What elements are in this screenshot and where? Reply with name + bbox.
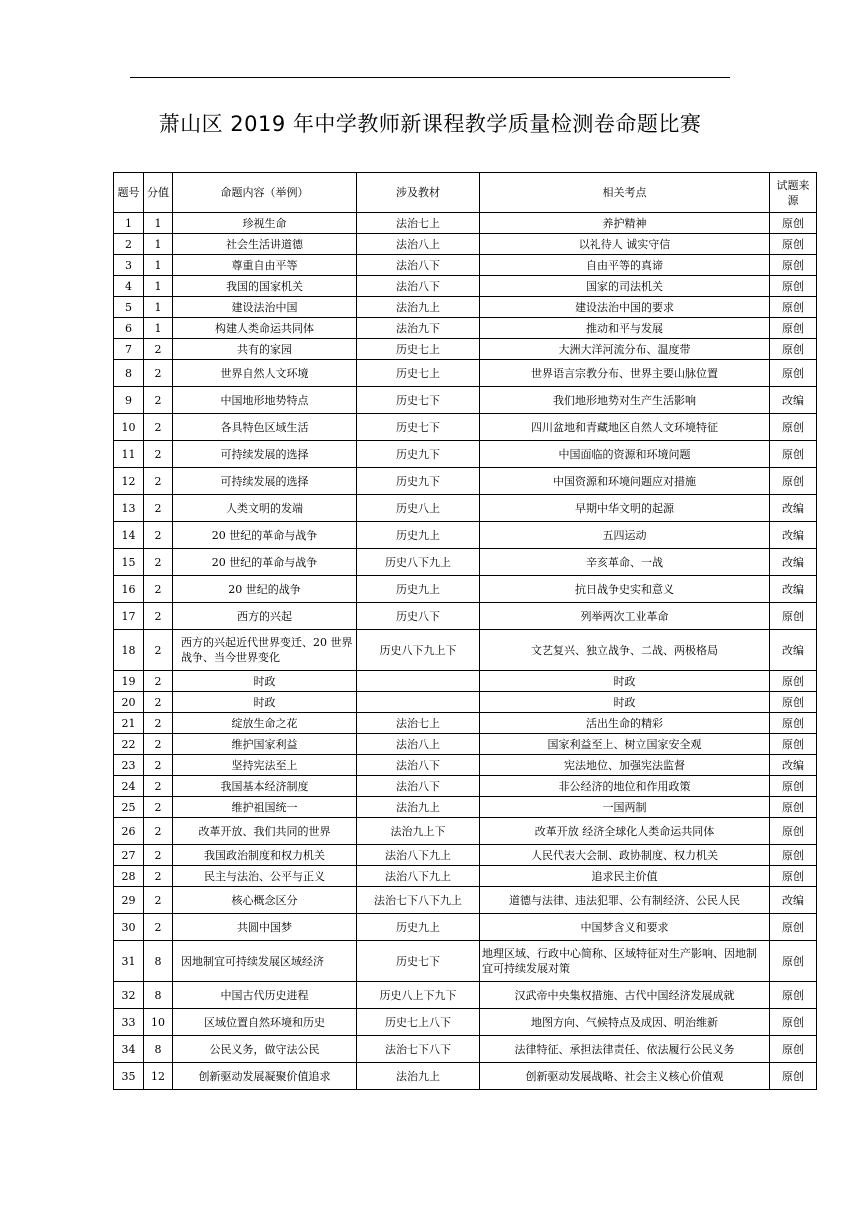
cell-num: 20: [114, 692, 144, 713]
cell-content: 因地制宜可持续发展区域经济: [173, 941, 357, 982]
cell-points: 时政: [480, 692, 770, 713]
table-row: [114, 213, 817, 234]
cell-num: 4: [114, 276, 144, 297]
cell-score: 2: [144, 797, 173, 818]
cell-points: 养护精神: [480, 213, 770, 234]
table-row: [114, 576, 817, 603]
table-row: [114, 671, 817, 692]
cell-source: 原创: [770, 276, 817, 297]
cell-textbook: 历史九上: [357, 914, 480, 941]
table-row: [114, 360, 817, 387]
cell-num: 33: [114, 1009, 144, 1036]
cell-content: 20 世纪的革命与战争: [173, 549, 357, 576]
cell-source: 原创: [770, 414, 817, 441]
cell-num: 13: [114, 495, 144, 522]
cell-content: 20 世纪的战争: [173, 576, 357, 603]
table-row: [114, 797, 817, 818]
cell-points: 一国两制: [480, 797, 770, 818]
cell-content: 构建人类命运共同体: [173, 318, 357, 339]
table-row: [114, 1063, 817, 1090]
header-row: [114, 173, 817, 213]
cell-score: 2: [144, 755, 173, 776]
cell-textbook: 历史九上: [357, 576, 480, 603]
cell-score: 2: [144, 776, 173, 797]
cell-source: 改编: [770, 495, 817, 522]
cell-textbook: 法治八下: [357, 276, 480, 297]
cell-textbook: 历史七下: [357, 387, 480, 414]
cell-score: 2: [144, 360, 173, 387]
cell-num: 18: [114, 630, 144, 671]
cell-content: 西方的兴起: [173, 603, 357, 630]
cell-textbook: 历史八下: [357, 603, 480, 630]
cell-textbook: 法治八下九上: [357, 845, 480, 866]
table-row: [114, 495, 817, 522]
cell-textbook: 历史八下九上: [357, 549, 480, 576]
table-row: [114, 845, 817, 866]
cell-content: 共圆中国梦: [173, 914, 357, 941]
cell-textbook: 法治九上: [357, 297, 480, 318]
cell-content: 维护祖国统一: [173, 797, 357, 818]
cell-textbook: 历史八下九上下: [357, 630, 480, 671]
cell-num: 5: [114, 297, 144, 318]
cell-points: 抗日战争史实和意义: [480, 576, 770, 603]
cell-source: 原创: [770, 1063, 817, 1090]
cell-points: 大洲大洋河流分布、温度带: [480, 339, 770, 360]
cell-content: 社会生活讲道德: [173, 234, 357, 255]
table-row: [114, 630, 817, 671]
cell-source: 原创: [770, 255, 817, 276]
cell-num: 12: [114, 468, 144, 495]
table-row: [114, 549, 817, 576]
cell-score: 1: [144, 213, 173, 234]
table-row: [114, 603, 817, 630]
cell-score: 2: [144, 441, 173, 468]
cell-num: 30: [114, 914, 144, 941]
cell-points: 中国面临的资源和环境问题: [480, 441, 770, 468]
cell-source: 改编: [770, 887, 817, 914]
cell-source: 原创: [770, 818, 817, 845]
cell-source: 原创: [770, 234, 817, 255]
table-row: [114, 318, 817, 339]
header-score: 分值: [144, 173, 173, 213]
table-row: [114, 468, 817, 495]
cell-source: 原创: [770, 713, 817, 734]
cell-textbook: 法治八下: [357, 255, 480, 276]
cell-content: 尊重自由平等: [173, 255, 357, 276]
cell-score: 2: [144, 734, 173, 755]
cell-textbook: 法治八上: [357, 734, 480, 755]
cell-points: 国家利益至上、树立国家安全观: [480, 734, 770, 755]
cell-source: 原创: [770, 318, 817, 339]
cell-source: 原创: [770, 468, 817, 495]
cell-content: 我国基本经济制度: [173, 776, 357, 797]
cell-points: 非公经济的地位和作用政策: [480, 776, 770, 797]
cell-score: 2: [144, 866, 173, 887]
table-row: [114, 755, 817, 776]
cell-points: 以礼待人 诚实守信: [480, 234, 770, 255]
cell-textbook: 历史七上八下: [357, 1009, 480, 1036]
cell-score: 1: [144, 297, 173, 318]
cell-points: 创新驱动发展战略、社会主义核心价值观: [480, 1063, 770, 1090]
cell-content: 我国政治制度和权力机关: [173, 845, 357, 866]
cell-content: 珍视生命: [173, 213, 357, 234]
cell-content: 核心概念区分: [173, 887, 357, 914]
cell-score: 8: [144, 982, 173, 1009]
cell-content: 民主与法治、公平与正义: [173, 866, 357, 887]
cell-num: 35: [114, 1063, 144, 1090]
cell-score: 8: [144, 941, 173, 982]
cell-content: 可持续发展的选择: [173, 468, 357, 495]
cell-num: 22: [114, 734, 144, 755]
cell-textbook: 法治七上: [357, 713, 480, 734]
cell-num: 24: [114, 776, 144, 797]
cell-score: 2: [144, 818, 173, 845]
header-content: 命题内容（举例）: [173, 173, 357, 213]
table-row: [114, 713, 817, 734]
cell-textbook: 法治七下八下: [357, 1036, 480, 1063]
cell-source: 原创: [770, 866, 817, 887]
cell-points: 地理区域、行政中心简称、区域特征对生产影响、因地制宜可持续发展对策: [480, 941, 770, 982]
table-row: [114, 818, 817, 845]
cell-textbook: 法治八下: [357, 755, 480, 776]
table-row: [114, 387, 817, 414]
cell-num: 1: [114, 213, 144, 234]
cell-textbook: 法治八下九上: [357, 866, 480, 887]
header-textbook: 涉及教材: [357, 173, 480, 213]
cell-score: 2: [144, 603, 173, 630]
cell-num: 3: [114, 255, 144, 276]
cell-score: 2: [144, 387, 173, 414]
cell-num: 14: [114, 522, 144, 549]
cell-score: 1: [144, 234, 173, 255]
cell-source: 原创: [770, 692, 817, 713]
cell-num: 17: [114, 603, 144, 630]
table-row: [114, 776, 817, 797]
question-table: [113, 172, 817, 1090]
cell-content: 时政: [173, 671, 357, 692]
table-row: [114, 982, 817, 1009]
cell-score: 2: [144, 692, 173, 713]
cell-textbook: 法治九上: [357, 797, 480, 818]
cell-content: 时政: [173, 692, 357, 713]
cell-source: 原创: [770, 213, 817, 234]
cell-content: 区域位置自然环境和历史: [173, 1009, 357, 1036]
cell-content: 维护国家利益: [173, 734, 357, 755]
cell-points: 辛亥革命、一战: [480, 549, 770, 576]
cell-score: 2: [144, 522, 173, 549]
cell-points: 建设法治中国的要求: [480, 297, 770, 318]
cell-num: 34: [114, 1036, 144, 1063]
cell-content: 共有的家园: [173, 339, 357, 360]
cell-points: 汉武帝中央集权措施、古代中国经济发展成就: [480, 982, 770, 1009]
cell-textbook: 历史七下: [357, 414, 480, 441]
cell-textbook: 历史七上: [357, 360, 480, 387]
cell-content: 我国的国家机关: [173, 276, 357, 297]
cell-num: 32: [114, 982, 144, 1009]
cell-textbook: 法治七上: [357, 213, 480, 234]
cell-num: 26: [114, 818, 144, 845]
header-num: 题号: [114, 173, 144, 213]
cell-points: 宪法地位、加强宪法监督: [480, 755, 770, 776]
cell-score: 12: [144, 1063, 173, 1090]
cell-num: 2: [114, 234, 144, 255]
table-row: [114, 866, 817, 887]
table-row: [114, 441, 817, 468]
table-row: [114, 887, 817, 914]
cell-score: 2: [144, 549, 173, 576]
cell-num: 19: [114, 671, 144, 692]
cell-source: 原创: [770, 1009, 817, 1036]
cell-num: 29: [114, 887, 144, 914]
cell-score: 10: [144, 1009, 173, 1036]
cell-points: 法律特征、承担法律责任、依法履行公民义务: [480, 1036, 770, 1063]
cell-source: 原创: [770, 941, 817, 982]
cell-score: 2: [144, 671, 173, 692]
cell-content: 20 世纪的革命与战争: [173, 522, 357, 549]
cell-content: 坚持宪法至上: [173, 755, 357, 776]
cell-points: 国家的司法机关: [480, 276, 770, 297]
cell-points: 追求民主价值: [480, 866, 770, 887]
cell-score: 2: [144, 339, 173, 360]
header-source: 试题来源: [770, 173, 817, 213]
cell-score: 2: [144, 887, 173, 914]
cell-textbook: [357, 692, 480, 713]
table-row: [114, 276, 817, 297]
cell-source: 原创: [770, 914, 817, 941]
cell-textbook: 历史八上: [357, 495, 480, 522]
cell-num: 9: [114, 387, 144, 414]
cell-num: 31: [114, 941, 144, 982]
cell-num: 6: [114, 318, 144, 339]
cell-points: 活出生命的精彩: [480, 713, 770, 734]
cell-textbook: 历史七上: [357, 339, 480, 360]
cell-num: 28: [114, 866, 144, 887]
cell-source: 改编: [770, 387, 817, 414]
cell-content: 西方的兴起近代世界变迁、20 世界战争、当今世界变化: [173, 630, 357, 671]
cell-points: 四川盆地和青藏地区自然人文环境特征: [480, 414, 770, 441]
cell-textbook: [357, 671, 480, 692]
cell-score: 2: [144, 468, 173, 495]
cell-num: 16: [114, 576, 144, 603]
cell-content: 绽放生命之花: [173, 713, 357, 734]
cell-num: 21: [114, 713, 144, 734]
cell-points: 推动和平与发展: [480, 318, 770, 339]
cell-source: 改编: [770, 576, 817, 603]
cell-content: 人类文明的发端: [173, 495, 357, 522]
cell-source: 原创: [770, 360, 817, 387]
cell-num: 10: [114, 414, 144, 441]
cell-points: 我们地形地势对生产生活影响: [480, 387, 770, 414]
header-points: 相关考点: [480, 173, 770, 213]
cell-source: 原创: [770, 603, 817, 630]
cell-source: 改编: [770, 755, 817, 776]
cell-content: 各具特色区域生活: [173, 414, 357, 441]
cell-points: 改革开放 经济全球化人类命运共同体: [480, 818, 770, 845]
cell-content: 公民义务，做守法公民: [173, 1036, 357, 1063]
cell-textbook: 历史九上: [357, 522, 480, 549]
cell-points: 早期中华文明的起源: [480, 495, 770, 522]
cell-textbook: 法治九上下: [357, 818, 480, 845]
table-row: [114, 522, 817, 549]
cell-textbook: 历史九下: [357, 441, 480, 468]
cell-score: 2: [144, 713, 173, 734]
cell-num: 23: [114, 755, 144, 776]
table-row: [114, 234, 817, 255]
cell-content: 建设法治中国: [173, 297, 357, 318]
cell-score: 2: [144, 495, 173, 522]
cell-points: 列举两次工业革命: [480, 603, 770, 630]
cell-source: 原创: [770, 1036, 817, 1063]
cell-textbook: 法治七下八下九上: [357, 887, 480, 914]
table-row: [114, 339, 817, 360]
cell-score: 2: [144, 630, 173, 671]
cell-content: 可持续发展的选择: [173, 441, 357, 468]
cell-source: 原创: [770, 845, 817, 866]
cell-textbook: 法治九上: [357, 1063, 480, 1090]
cell-source: 改编: [770, 549, 817, 576]
cell-source: 原创: [770, 297, 817, 318]
table-body: [114, 213, 817, 1090]
table-row: [114, 255, 817, 276]
cell-points: 人民代表大会制、政协制度、权力机关: [480, 845, 770, 866]
cell-num: 7: [114, 339, 144, 360]
cell-num: 11: [114, 441, 144, 468]
cell-points: 时政: [480, 671, 770, 692]
cell-num: 27: [114, 845, 144, 866]
cell-points: 自由平等的真谛: [480, 255, 770, 276]
cell-source: 原创: [770, 734, 817, 755]
cell-source: 原创: [770, 797, 817, 818]
cell-points: 地图方向、气候特点及成因、明治维新: [480, 1009, 770, 1036]
table-row: [114, 914, 817, 941]
table-row: [114, 297, 817, 318]
cell-num: 25: [114, 797, 144, 818]
table-row: [114, 1036, 817, 1063]
cell-content: 改革开放、我们共同的世界: [173, 818, 357, 845]
cell-score: 1: [144, 255, 173, 276]
cell-points: 五四运动: [480, 522, 770, 549]
cell-textbook: 法治八上: [357, 234, 480, 255]
cell-points: 中国梦含义和要求: [480, 914, 770, 941]
cell-content: 世界自然人文环境: [173, 360, 357, 387]
table-row: [114, 692, 817, 713]
cell-points: 文艺复兴、独立战争、二战、两极格局: [480, 630, 770, 671]
cell-content: 中国古代历史进程: [173, 982, 357, 1009]
cell-score: 1: [144, 276, 173, 297]
cell-source: 原创: [770, 671, 817, 692]
cell-num: 15: [114, 549, 144, 576]
cell-content: 创新驱动发展凝聚价值追求: [173, 1063, 357, 1090]
cell-num: 8: [114, 360, 144, 387]
cell-score: 2: [144, 576, 173, 603]
cell-source: 原创: [770, 776, 817, 797]
cell-textbook: 法治九下: [357, 318, 480, 339]
cell-textbook: 法治八下: [357, 776, 480, 797]
cell-content: 中国地形地势特点: [173, 387, 357, 414]
header-rule: [130, 77, 730, 78]
table-row: [114, 734, 817, 755]
cell-points: 世界语言宗教分布、世界主要山脉位置: [480, 360, 770, 387]
cell-score: 1: [144, 318, 173, 339]
cell-textbook: 历史九下: [357, 468, 480, 495]
cell-points: 道德与法律、违法犯罪、公有制经济、公民人民: [480, 887, 770, 914]
cell-score: 8: [144, 1036, 173, 1063]
cell-source: 改编: [770, 630, 817, 671]
cell-points: 中国资源和环境问题应对措施: [480, 468, 770, 495]
cell-textbook: 历史七下: [357, 941, 480, 982]
cell-source: 原创: [770, 982, 817, 1009]
table-row: [114, 414, 817, 441]
cell-source: 原创: [770, 441, 817, 468]
cell-source: 改编: [770, 522, 817, 549]
table-row: [114, 1009, 817, 1036]
cell-score: 2: [144, 914, 173, 941]
page-title: 萧山区 2019 年中学教师新课程教学质量检测卷命题比赛: [158, 112, 702, 136]
cell-source: 原创: [770, 339, 817, 360]
table-row: [114, 941, 817, 982]
cell-score: 2: [144, 845, 173, 866]
cell-textbook: 历史八上下九下: [357, 982, 480, 1009]
cell-score: 2: [144, 414, 173, 441]
